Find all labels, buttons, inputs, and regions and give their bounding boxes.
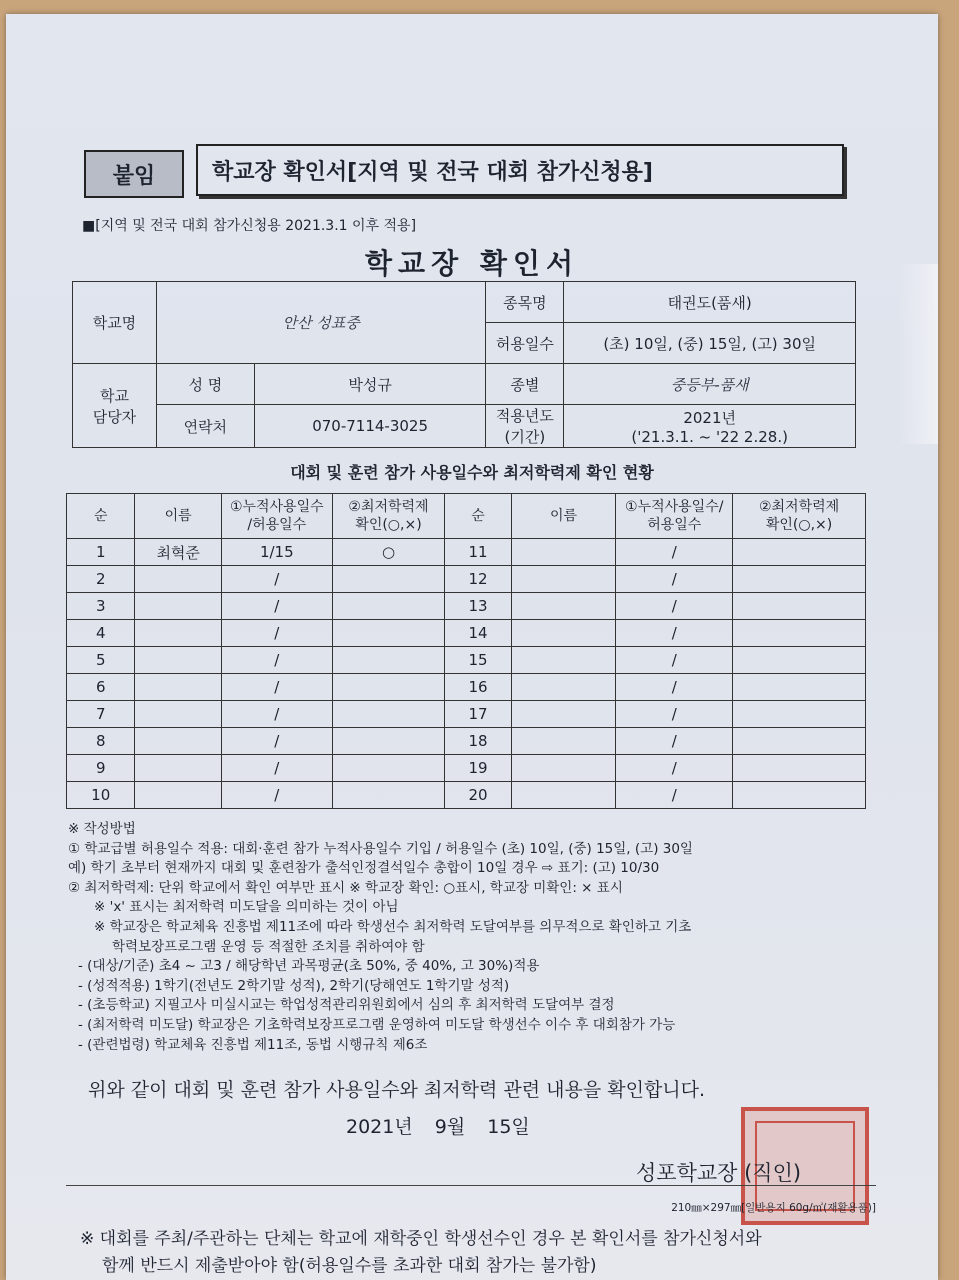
col-check-line1: ②최저학력제 bbox=[348, 499, 429, 515]
cell-r-no: 19 bbox=[445, 755, 511, 782]
phone-label: 연락처 bbox=[156, 405, 254, 448]
cell-r-name bbox=[511, 782, 616, 809]
cell-l-check bbox=[332, 782, 445, 809]
cell-r-name bbox=[511, 566, 616, 593]
cell-r-days: / bbox=[616, 674, 733, 701]
cell-l-name bbox=[135, 620, 222, 647]
cell-l-name: 최혁준 bbox=[135, 539, 222, 566]
col-days bbox=[221, 494, 332, 539]
footer-line-1: ※ 대회를 주최/주관하는 단체는 학교에 재학중인 학생선수인 경우 본 확인서를 참가신청서와 bbox=[80, 1229, 762, 1249]
contact-label-line1: 학교 bbox=[99, 386, 129, 405]
cell-l-check bbox=[332, 701, 445, 728]
instruction-line: - (초등학교) 지필고사 미실시교는 학업성적관리위원회에서 심의 후 최저학력 도달여부 결정 bbox=[78, 997, 615, 1014]
cell-l-days: / bbox=[221, 728, 332, 755]
footer-line-2: 함께 반드시 제출받아야 함(허용일수를 초과한 대회 참가는 불가함) bbox=[102, 1256, 597, 1276]
col-days-right-line2: 허용일수 bbox=[647, 517, 702, 533]
instruction-line: ② 최저학력제: 단위 학교에서 확인 여부만 표시 ※ 학교장 확인: ○표시, 학교장 미확인: × 표시 bbox=[68, 879, 623, 896]
event-value: 태권도(품새) bbox=[564, 282, 856, 323]
footer-note bbox=[80, 1226, 880, 1280]
allowed-days-value: (초) 10일, (중) 15일, (고) 30일 bbox=[564, 323, 856, 364]
cell-r-days: / bbox=[616, 728, 733, 755]
cell-r-days: / bbox=[616, 620, 733, 647]
table-row bbox=[67, 539, 866, 566]
cell-r-name bbox=[511, 728, 616, 755]
cell-l-name bbox=[135, 647, 222, 674]
cell-l-no: 4 bbox=[67, 620, 135, 647]
cell-l-days: / bbox=[221, 701, 332, 728]
cell-l-days: / bbox=[221, 566, 332, 593]
school-value: 안산 성표중 bbox=[156, 282, 486, 364]
cell-r-name bbox=[511, 593, 616, 620]
table-row bbox=[67, 647, 866, 674]
attachment-tag: 붙임 bbox=[84, 150, 184, 198]
cell-r-check bbox=[733, 620, 866, 647]
cell-r-check bbox=[733, 539, 866, 566]
school-label: 학교명 bbox=[73, 282, 157, 364]
cell-r-no: 17 bbox=[445, 701, 511, 728]
col-check-line2: 확인(○,×) bbox=[355, 517, 422, 533]
cell-l-no: 7 bbox=[67, 701, 135, 728]
cell-r-check bbox=[733, 674, 866, 701]
col-check bbox=[332, 494, 445, 539]
table-header-row bbox=[67, 494, 866, 539]
cell-l-no: 2 bbox=[67, 566, 135, 593]
table-row bbox=[67, 728, 866, 755]
table-row bbox=[67, 701, 866, 728]
cell-r-check bbox=[733, 782, 866, 809]
col-no-right: 순 bbox=[445, 494, 511, 539]
cell-r-check bbox=[733, 755, 866, 782]
cell-l-no: 3 bbox=[67, 593, 135, 620]
year-label-line2: (기간) bbox=[504, 428, 546, 446]
cell-l-no: 1 bbox=[67, 539, 135, 566]
col-days-line1: ①누적사용일수 bbox=[229, 499, 324, 515]
table-row bbox=[67, 566, 866, 593]
cell-l-days: / bbox=[221, 755, 332, 782]
instruction-line: ① 학교급별 허용일수 적용: 대회·훈련 참가 누적사용일수 기입 / 허용일수 (초) 10일, (중) 15일, (고) 30일 bbox=[68, 840, 693, 857]
year-value bbox=[564, 405, 856, 448]
plastic-sleeve-edge bbox=[898, 264, 938, 444]
cell-l-name bbox=[135, 593, 222, 620]
contact-label-line2: 담당자 bbox=[92, 407, 137, 426]
col-no: 순 bbox=[67, 494, 135, 539]
document-title: 학교장 확인서 bbox=[364, 247, 580, 280]
instruction-line: - (대상/기준) 초4 ~ 고3 / 해당학년 과목평균(초 50%, 중 40%, 고 30%)적용 bbox=[78, 958, 540, 975]
cell-r-no: 15 bbox=[445, 647, 511, 674]
table-row bbox=[67, 782, 866, 809]
cell-r-no: 18 bbox=[445, 728, 511, 755]
cell-l-check bbox=[332, 566, 445, 593]
cell-l-name bbox=[135, 782, 222, 809]
cell-r-days: / bbox=[616, 755, 733, 782]
cell-l-check bbox=[332, 593, 445, 620]
col-name-right: 이름 bbox=[511, 494, 616, 539]
cell-l-check: ○ bbox=[332, 539, 445, 566]
paper-spec: 210㎜×297㎜[일반용지 60g/㎡(재활용품)] bbox=[671, 1202, 876, 1214]
col-days-right bbox=[616, 494, 733, 539]
category-label: 종별 bbox=[486, 364, 564, 405]
cell-l-name bbox=[135, 755, 222, 782]
name-label: 성 명 bbox=[156, 364, 254, 405]
col-name: 이름 bbox=[135, 494, 222, 539]
instruction-line: - (최저학력 미도달) 학교장은 기초학력보장프로그램 운영하여 미도달 학생선수 이수 후 대회참가 가능 bbox=[78, 1016, 676, 1033]
cell-l-check bbox=[332, 755, 445, 782]
year-value-line1: 2021년 bbox=[683, 408, 736, 427]
table-row bbox=[67, 593, 866, 620]
cell-l-days: / bbox=[221, 782, 332, 809]
col-check-right-line2: 확인(○,×) bbox=[765, 517, 833, 533]
header-title: 학교장 확인서[지역 및 전국 대회 참가신청용] bbox=[196, 144, 844, 196]
info-table bbox=[72, 281, 856, 448]
cell-r-check bbox=[733, 647, 866, 674]
cell-r-days: / bbox=[616, 539, 733, 566]
cell-r-no: 13 bbox=[445, 593, 511, 620]
cell-r-no: 14 bbox=[445, 620, 511, 647]
writing-instructions bbox=[68, 820, 888, 1055]
confirmation-statement: 위와 같이 대회 및 훈련 참가 사용일수와 최저학력 관련 내용을 확인합니다. bbox=[88, 1079, 706, 1101]
applicability-note: ■[지역 및 전국 대회 참가신청용 2021.3.1 이후 적용] bbox=[82, 218, 417, 234]
cell-r-no: 11 bbox=[445, 539, 511, 566]
cell-l-days: / bbox=[221, 674, 332, 701]
col-check-right bbox=[733, 494, 866, 539]
instruction-line: ※ 작성방법 bbox=[68, 821, 136, 837]
header bbox=[76, 144, 831, 196]
year-label-line1: 적용년도 bbox=[495, 407, 554, 425]
cell-r-name bbox=[511, 674, 616, 701]
section-title: 대회 및 훈련 참가 사용일수와 최저학력제 확인 현황 bbox=[290, 463, 654, 482]
table-row bbox=[67, 620, 866, 647]
cell-l-name bbox=[135, 566, 222, 593]
cell-l-name bbox=[135, 701, 222, 728]
cell-r-name bbox=[511, 620, 616, 647]
cell-l-check bbox=[332, 728, 445, 755]
instruction-line: 예) 학기 초부터 현재까지 대회 및 훈련참가 출석인정결석일수 총합이 10일 경우 ⇨ 표기: (고) 10/30 bbox=[68, 860, 660, 877]
cell-l-check bbox=[332, 620, 445, 647]
year-label bbox=[486, 405, 564, 448]
allowed-days-label: 허용일수 bbox=[486, 323, 564, 364]
cell-r-no: 16 bbox=[445, 674, 511, 701]
cell-r-name bbox=[511, 539, 616, 566]
cell-r-name bbox=[511, 755, 616, 782]
table-row bbox=[67, 755, 866, 782]
table-body bbox=[67, 539, 866, 809]
instruction-line: - (관련법령) 학교체육 진흥법 제11조, 동법 시행규칙 제6조 bbox=[78, 1036, 428, 1053]
cell-r-check bbox=[733, 701, 866, 728]
cell-l-no: 10 bbox=[67, 782, 135, 809]
cell-r-days: / bbox=[616, 701, 733, 728]
cell-r-name bbox=[511, 701, 616, 728]
cell-l-name bbox=[135, 728, 222, 755]
cell-l-check bbox=[332, 674, 445, 701]
instruction-line: ※ 학교장은 학교체육 진흥법 제11조에 따라 학생선수 최저학력 도달여부를 의무적으로 확인하고 기초 bbox=[94, 918, 692, 935]
divider-line bbox=[66, 1185, 876, 1186]
phone-value: 070-7114-3025 bbox=[254, 405, 486, 448]
table-row bbox=[67, 674, 866, 701]
cell-l-days: 1/15 bbox=[221, 539, 332, 566]
cell-r-check bbox=[733, 566, 866, 593]
document-sheet bbox=[6, 14, 938, 1280]
principal-signature: 성포학교장 (직인) bbox=[636, 1161, 802, 1185]
name-value: 박성규 bbox=[254, 364, 486, 405]
col-days-line2: /허용일수 bbox=[247, 517, 307, 533]
cell-l-no: 5 bbox=[67, 647, 135, 674]
cell-l-days: / bbox=[221, 593, 332, 620]
col-days-right-line1: ①누적사용일수/ bbox=[625, 499, 724, 515]
instruction-line: ※ 'x' 표시는 최저학력 미도달을 의미하는 것이 아님 bbox=[94, 899, 399, 916]
cell-l-no: 8 bbox=[67, 728, 135, 755]
instruction-line: 학력보장프로그램 운영 등 적절한 조치를 취하여야 함 bbox=[112, 938, 425, 955]
cell-r-days: / bbox=[616, 782, 733, 809]
cell-r-check bbox=[733, 728, 866, 755]
cell-r-days: / bbox=[616, 593, 733, 620]
col-check-right-line1: ②최저학력제 bbox=[758, 499, 840, 515]
contact-person-label bbox=[73, 364, 157, 448]
cell-r-check bbox=[733, 593, 866, 620]
participation-table bbox=[66, 493, 866, 809]
cell-l-name bbox=[135, 674, 222, 701]
cell-r-no: 12 bbox=[445, 566, 511, 593]
event-label: 종목명 bbox=[486, 282, 564, 323]
year-value-line2: ('21.3.1. ~ '22 2.28.) bbox=[631, 427, 788, 446]
cell-l-days: / bbox=[221, 620, 332, 647]
cell-r-no: 20 bbox=[445, 782, 511, 809]
cell-r-name bbox=[511, 647, 616, 674]
cell-l-no: 6 bbox=[67, 674, 135, 701]
issue-date: 2021년 9월 15일 bbox=[346, 1116, 530, 1138]
cell-l-check bbox=[332, 647, 445, 674]
cell-l-no: 9 bbox=[67, 755, 135, 782]
cell-l-days: / bbox=[221, 647, 332, 674]
cell-r-days: / bbox=[616, 647, 733, 674]
instruction-line: - (성적적용) 1학기(전년도 2학기말 성적), 2학기(당해연도 1학기말 성적) bbox=[78, 977, 510, 994]
cell-r-days: / bbox=[616, 566, 733, 593]
category-value: 중등부-품새 bbox=[564, 364, 856, 405]
